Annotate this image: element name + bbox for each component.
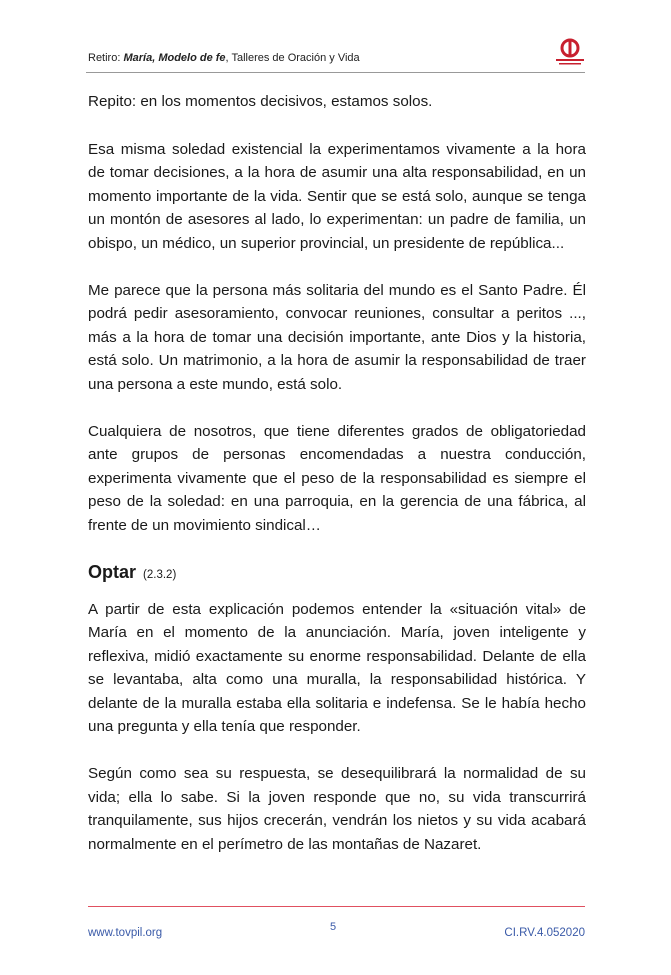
document-code: CI.RV.4.052020 — [504, 927, 585, 939]
page-body — [88, 90, 586, 880]
tovpil-logo-icon — [553, 38, 587, 68]
page-number: 5 — [330, 921, 337, 933]
section-heading — [88, 561, 586, 586]
footer-website-link[interactable]: www.tovpil.org — [88, 927, 163, 939]
header-title: María, Modelo de fe — [123, 52, 226, 64]
section-number: (2.3.2) — [143, 568, 177, 581]
paragraph-3: Me parece que la persona más solitaria del mundo es el Santo Padre. Él podrá pedir asesoramiento, convocar reuniones, consultar a peritos ..., más a la hora de tomar una decisión importante, ante Dios y la historia, está solo. Un matrimonio, a la hora de asumir la responsabilidad de traer una persona a este mundo, está solo. — [88, 281, 586, 393]
header-divider — [86, 72, 585, 73]
paragraph-4: Cualquiera de nosotros, que tiene diferentes grados de obligatoriedad ante grupos de personas encomendadas a nuestra conducción, experimenta vivamente que el peso de la responsabilidad es siempre el peso de la soledad: en una parroquia, en la gerencia de una fábrica, al frente de un movimiento sindical… — [88, 422, 586, 534]
section-title: Optar — [88, 561, 137, 582]
footer-divider — [88, 906, 585, 907]
paragraph-1: Repito: en los momentos decisivos, estamos solos. — [88, 93, 433, 110]
section-paragraph-2: Según como sea su respuesta, se desequilibrará la normalidad de su vida; ella lo sabe. Si la joven responde que no, su vida transcurrirá tranquilamente, sus hijos crecerán, vendrán los nietos y su vida acabará normalmente en el perímetro de las montañas de Nazaret. — [88, 765, 586, 853]
header-prefix: Retiro: — [88, 52, 124, 64]
header-suffix: , Talleres de Oración y Vida — [225, 52, 360, 64]
page-header — [88, 52, 360, 64]
paragraph-2: Esa misma soledad existencial la experimentamos vivamente a la hora de tomar decisiones, a la hora de asumir una alta responsabilidad, en un momento importante de la vida. Sentir que se está solo, aunque se tenga un montón de asesores al lado, lo experimentan: un padre de familia, un obispo, un médico, un superior provincial, un presidente de república... — [88, 140, 586, 252]
section-paragraph-1: A partir de esta explicación podemos entender la «situación vital» de María en el momento de la anunciación. María, joven inteligente y reflexiva, midió exactamente su enorme responsabilidad. Delante de ella se levantaba, alta como una muralla, la responsabilidad histórica. Y delante de la muralla estaba ella solitaria e indefensa. Se le había hecho una pregunta y ella tenía que responder. — [88, 600, 586, 735]
